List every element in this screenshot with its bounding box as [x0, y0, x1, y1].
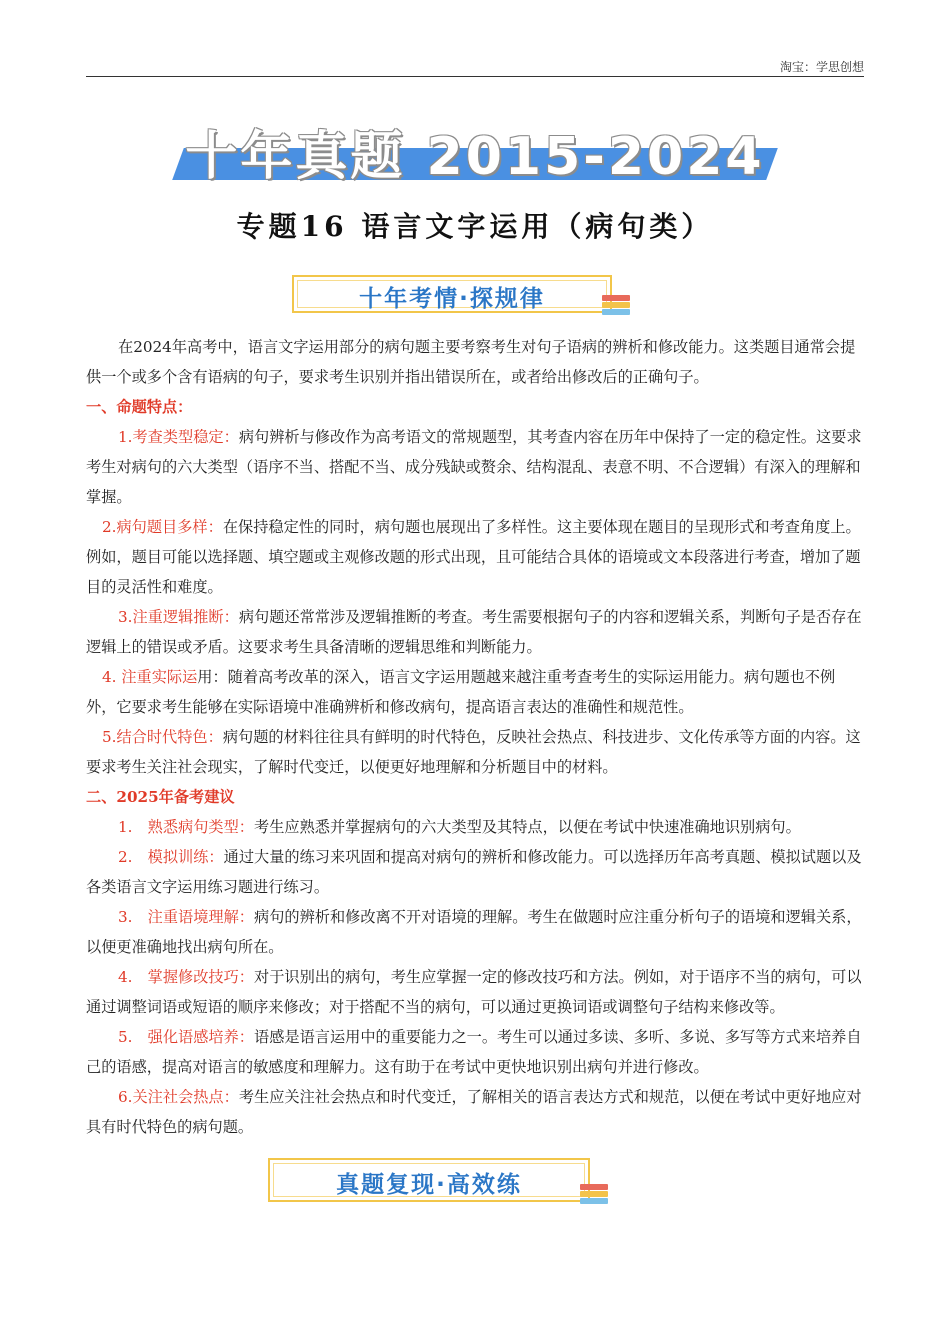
- item-label: 3. 注重语境理解：: [118, 908, 254, 926]
- item-text: 考生应关注社会热点和时代变迁，了解相关的语言表达方式和规范，以便在考试中更好地应对具有时代特色的病句题。: [86, 1088, 862, 1136]
- item-label: 2. 模拟训练：: [118, 848, 224, 866]
- part2-item: [86, 1082, 864, 1142]
- part2-item: [86, 812, 864, 842]
- item-label: 4. 掌握修改技巧：: [118, 968, 254, 986]
- item-label: 5. 强化语感培养：: [118, 1028, 254, 1046]
- section-trend-title: 十年考情·探规律: [359, 286, 545, 312]
- item-label: 1. 熟悉病句类型：: [118, 818, 254, 836]
- part1-item: [86, 512, 864, 602]
- section-practice-title: 真题复现·高效练: [336, 1172, 522, 1198]
- item-label: 1.考查类型稳定：: [118, 428, 239, 446]
- part1-heading: 一、命题特点：: [86, 398, 193, 416]
- part1-item: [86, 662, 864, 722]
- part2-item: [86, 1022, 864, 1082]
- part2-item: [86, 962, 864, 1022]
- part1-item: [86, 722, 864, 782]
- part2-item: [86, 902, 864, 962]
- part1-item: [86, 422, 864, 512]
- banner-title: 十年真题 2015-2024: [185, 127, 765, 187]
- books-icon: [602, 293, 632, 319]
- part1-item: [86, 602, 864, 662]
- content-body: [86, 332, 864, 1142]
- item-text: 病句的辨析和修改离不开对语境的理解。考生在做题时应注重分析句子的语境和逻辑关系，以便更准确地找出病句所在。: [86, 908, 862, 956]
- item-label: 4. 注重实际运: [102, 668, 198, 686]
- item-text: 用：随着高考改革的深入，语言文字运用题越来越注重考查考生的实际运用能力。病句题也不例外，它要求考生能够在实际语境中准确辨析和修改病句，提高语言表达的准确性和规范性。: [86, 668, 836, 716]
- item-text: 病句辨析与修改作为高考语文的常规题型，其考查内容在历年中保持了一定的稳定性。这要求考生对病句的六大类型（语序不当、搭配不当、成分残缺或赘余、结构混乱、表意不明、不合逻辑）有深入的理解和掌握。: [86, 428, 862, 506]
- header-note: 淘宝：学思创想: [779, 60, 864, 74]
- item-text: 语感是语言运用中的重要能力之一。考生可以通过多读、多听、多说、多写等方式来培养自己的语感，提高对语言的敏感度和理解力。这有助于在考试中更快地识别出病句并进行修改。: [86, 1028, 862, 1076]
- item-label: 5.结合时代特色：: [102, 728, 223, 746]
- item-text: 考生应熟悉并掌握病句的六大类型及其特点，以便在考试中快速准确地识别病句。: [254, 818, 801, 836]
- section-trend-box: [292, 275, 612, 313]
- item-text: 对于识别出的病句，考生应掌握一定的修改技巧和方法。例如，对于语序不当的病句，可以通过调整词语或短语的顺序来修改；对于搭配不当的病句，可以通过更换词语或调整句子结构来修改等。: [86, 968, 862, 1016]
- header-rule: [86, 76, 864, 77]
- subject-title: 专题16 语言文字运用（病句类）: [236, 210, 714, 243]
- item-text: 病句题还常常涉及逻辑推断的考查。考生需要根据句子的内容和逻辑关系，判断句子是否存在逻辑上的错误或矛盾。这要求考生具备清晰的逻辑思维和判断能力。: [86, 608, 862, 656]
- section-practice-box: [268, 1158, 590, 1202]
- item-text: 病句题的材料往往具有鲜明的时代特色，反映社会热点、科技进步、文化传承等方面的内容。这要求考生关注社会现实，了解时代变迁，以便更好地理解和分析题目中的材料。: [86, 728, 861, 776]
- books-icon: [580, 1182, 610, 1208]
- part2-item: [86, 842, 864, 902]
- item-text: 通过大量的练习来巩固和提高对病句的辨析和修改能力。可以选择历年高考真题、模拟试题以及各类语言文字运用练习题进行练习。: [86, 848, 862, 896]
- item-label: 3.注重逻辑推断：: [118, 608, 239, 626]
- item-text: 在保持稳定性的同时，病句题也展现出了多样性。这主要体现在题目的呈现形式和考查角度上。例如，题目可能以选择题、填空题或主观修改题的形式出现，且可能结合具体的语境或文本段落进行考查，增加了题目的灵活性和难度。: [86, 518, 861, 596]
- intro-paragraph: 在2024年高考中，语言文字运用部分的病句题主要考察考生对句子语病的辨析和修改能力。这类题目通常会提供一个或多个含有语病的句子，要求考生识别并指出错误所在，或者给出修改后的正确句子。: [86, 338, 856, 386]
- part2-heading: 二、2025年备考建议: [86, 788, 235, 806]
- title-banner: [178, 114, 772, 186]
- item-label: 6.关注社会热点：: [118, 1088, 239, 1106]
- item-label: 2.病句题目多样：: [102, 518, 223, 536]
